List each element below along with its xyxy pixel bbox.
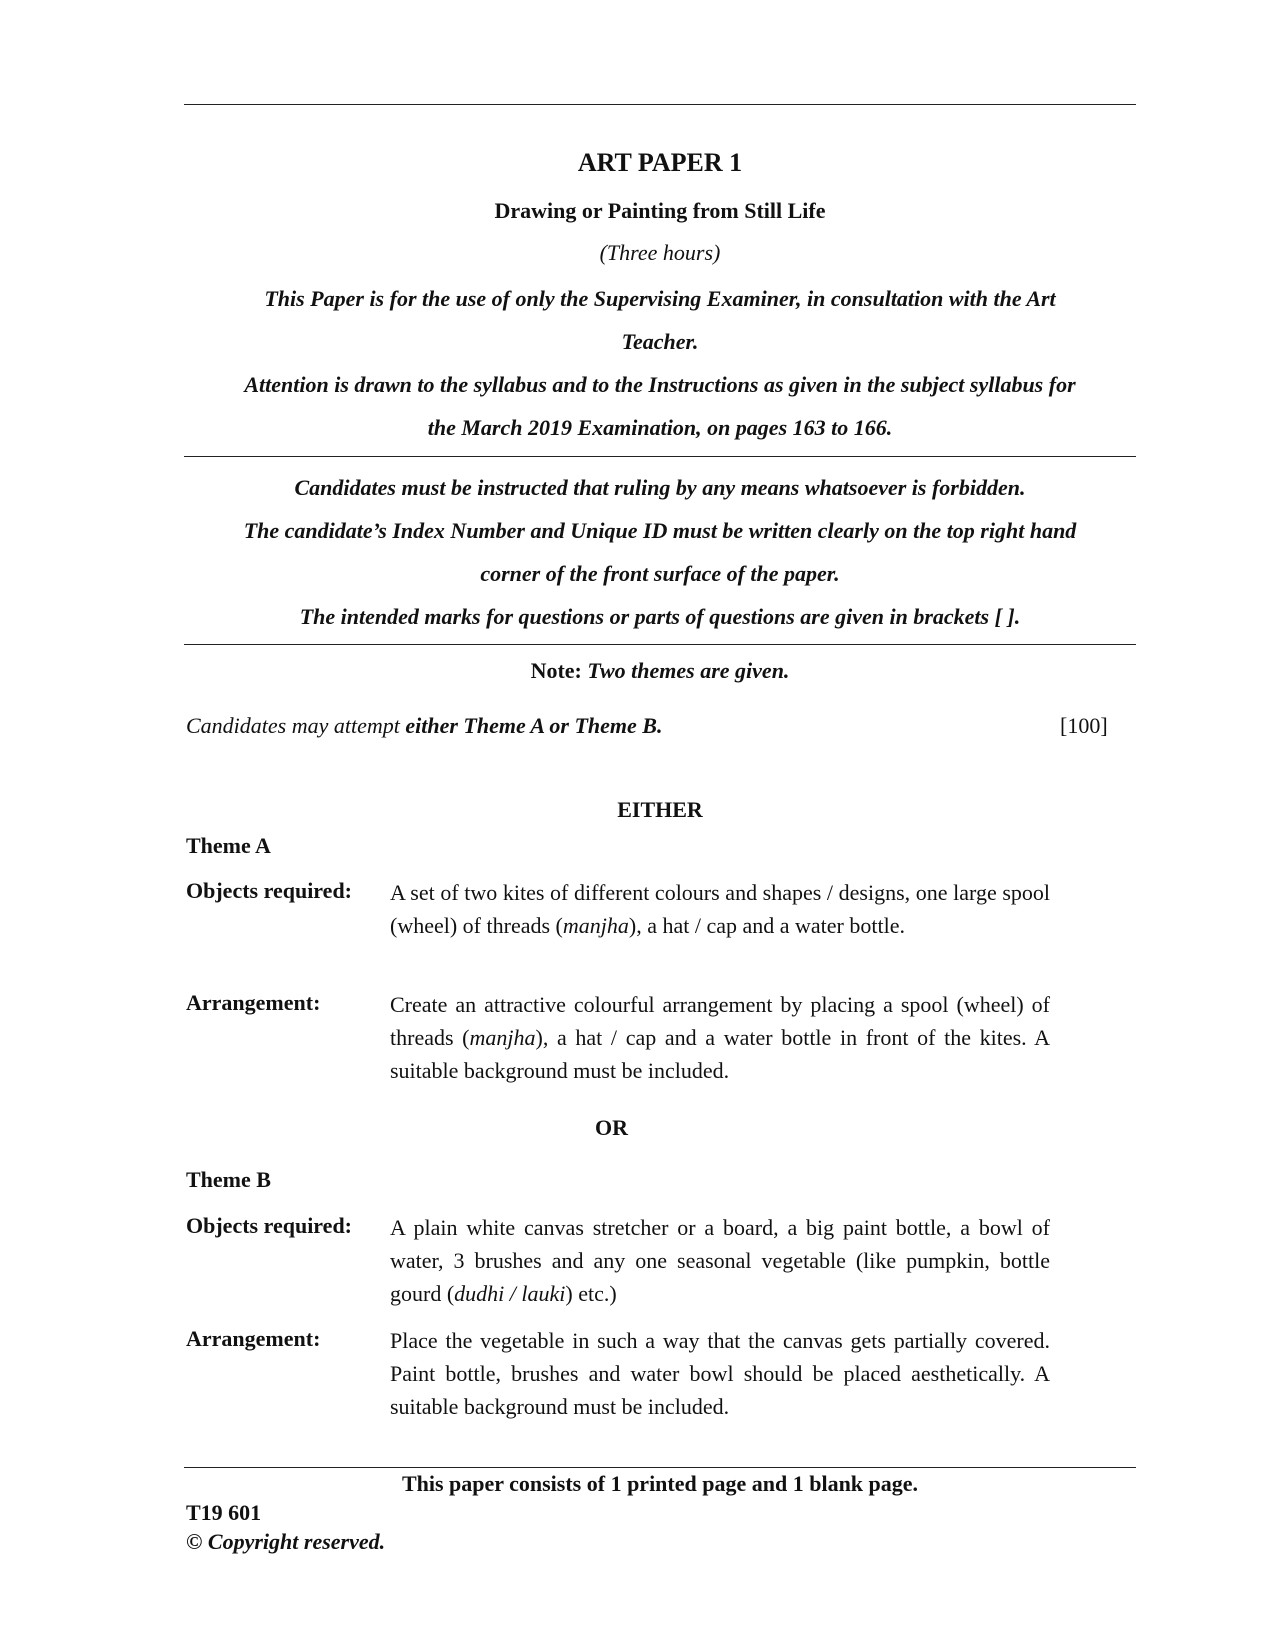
index-instruction-line-1: The candidate’s Index Number and Unique ID must be written clearly on the top right hand bbox=[243, 518, 1077, 543]
use-note-line-2: Teacher. bbox=[621, 329, 699, 354]
ruling-instruction: Candidates must be instructed that ruling by any means whatsoever is forbidden. bbox=[294, 475, 1026, 500]
theme-b-arrangement-label: Arrangement: bbox=[186, 1326, 321, 1351]
note-label: Note: bbox=[530, 658, 582, 683]
attempt-prefix: Candidates may attempt bbox=[186, 713, 400, 738]
note-text: Two themes are given. bbox=[587, 658, 790, 683]
theme-a-objects-text-2: ), a hat / cap and a water bottle. bbox=[628, 913, 905, 938]
attempt-choice: either Theme A or Theme B bbox=[405, 713, 657, 738]
page-title: ART PAPER 1 bbox=[577, 148, 743, 177]
total-marks: [100] bbox=[1060, 713, 1108, 738]
attempt-line bbox=[186, 713, 662, 739]
paper-code: T19 601 bbox=[186, 1500, 262, 1525]
instructions-bottom-rule bbox=[184, 644, 1136, 645]
instructions-block bbox=[184, 466, 1136, 638]
use-note bbox=[184, 277, 1136, 363]
theme-b-objects-text-1: A plain white canvas stretcher or a board, a big paint bottle, a bowl of water, 3 brushes and any one seasonal vegetable (like pumpkin, bottle gourd ( bbox=[390, 1215, 1050, 1306]
note-line bbox=[184, 658, 1136, 684]
attention-line-1: Attention is drawn to the syllabus and to the Instructions as given in the subject syllabus for bbox=[244, 372, 1076, 397]
theme-b-objects bbox=[390, 1211, 1050, 1310]
theme-b-arrangement: Place the vegetable in such a way that the canvas gets partially covered. Paint bottle, brushes and water bowl should be placed aesthetically. A suitable background must be included. bbox=[390, 1328, 1050, 1419]
use-note-line-1: This Paper is for the use of only the Supervising Examiner, in consultation with the Art bbox=[264, 286, 1056, 311]
page-subtitle: Drawing or Painting from Still Life bbox=[494, 198, 826, 223]
top-rule bbox=[184, 104, 1136, 105]
theme-a-objects bbox=[390, 876, 1050, 942]
theme-a-arrangement bbox=[390, 988, 1050, 1087]
index-instruction-line-2: corner of the front surface of the paper. bbox=[480, 561, 840, 586]
theme-a-arrangement-label: Arrangement: bbox=[186, 990, 321, 1015]
attention-note bbox=[184, 363, 1136, 449]
attempt-end: . bbox=[656, 713, 663, 738]
duration: (Three hours) bbox=[599, 240, 721, 265]
instructions-top-rule bbox=[184, 456, 1136, 457]
page-count-note: This paper consists of 1 printed page and 1 blank page. bbox=[401, 1471, 919, 1496]
or-heading: OR bbox=[595, 1115, 628, 1140]
attention-line-2: the March 2019 Examination, on pages 163 to 166. bbox=[427, 415, 893, 440]
theme-b-objects-label: Objects required: bbox=[186, 1213, 352, 1238]
theme-a-arrangement-text-2: ), a hat / cap and a water bottle in front of the kites. A suitable background must be included. bbox=[390, 1025, 1051, 1083]
theme-b-heading: Theme B bbox=[186, 1167, 271, 1192]
theme-a-heading: Theme A bbox=[186, 833, 271, 858]
marks-instruction: The intended marks for questions or parts of questions are given in brackets [ ]. bbox=[299, 604, 1021, 629]
either-heading: EITHER bbox=[617, 797, 703, 822]
theme-a-arrangement-text-1: Create an attractive colourful arrangement by placing a spool (wheel) of threads ( bbox=[390, 992, 1050, 1050]
copyright-notice: © Copyright reserved. bbox=[186, 1529, 386, 1554]
theme-a-objects-italic: manjha bbox=[562, 913, 629, 938]
footer-rule bbox=[184, 1467, 1136, 1468]
theme-a-arrangement-italic: manjha bbox=[469, 1025, 536, 1050]
theme-a-objects-text-1: A set of two kites of different colours and shapes / designs, one large spool (wheel) of threads ( bbox=[390, 880, 1050, 938]
theme-b-objects-italic: dudhi / lauki bbox=[454, 1281, 566, 1306]
theme-a-objects-label: Objects required: bbox=[186, 878, 352, 903]
theme-b-objects-text-2: ) etc.) bbox=[565, 1281, 617, 1306]
